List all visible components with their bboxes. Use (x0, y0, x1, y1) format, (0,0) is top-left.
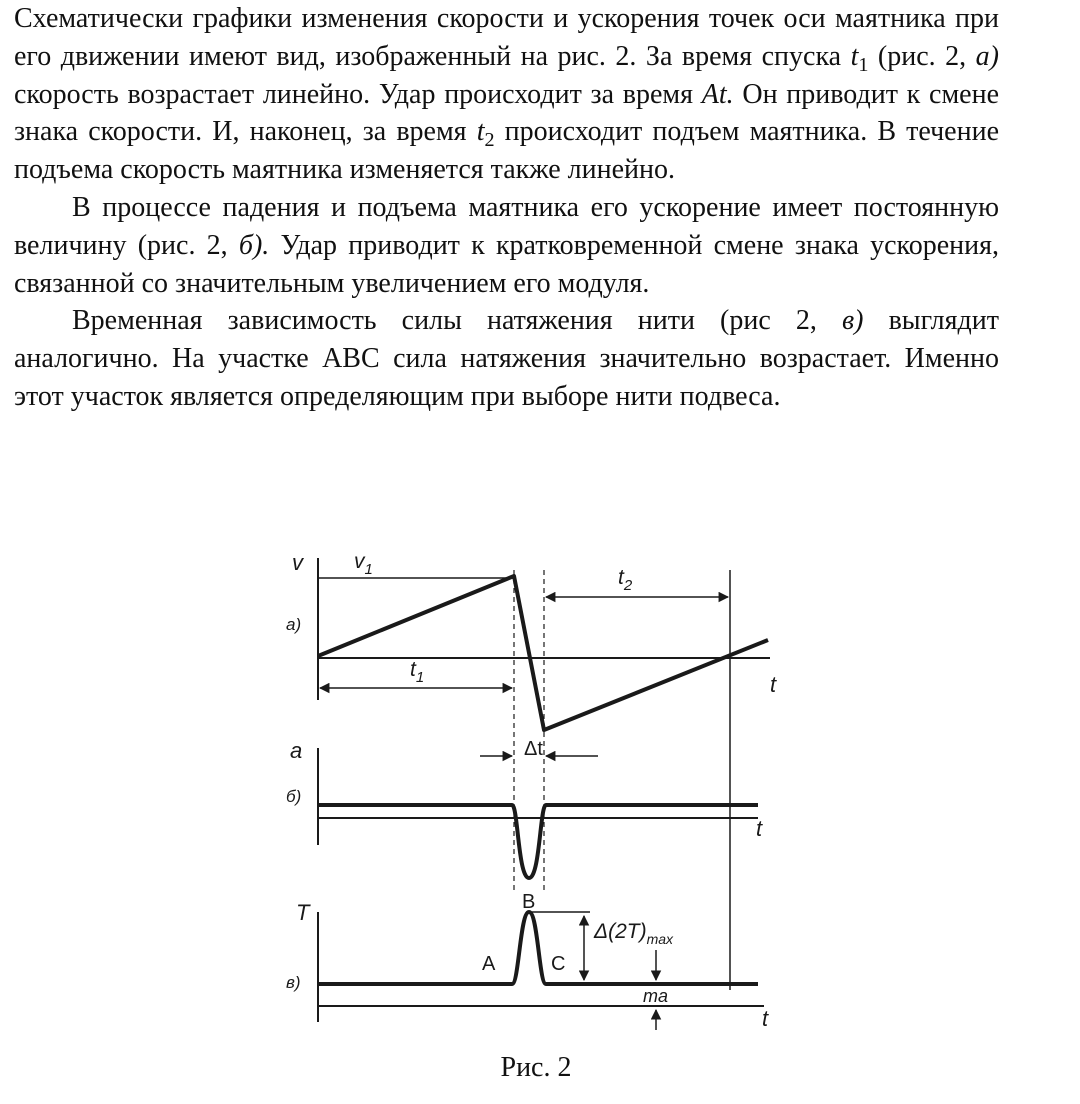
body-text (14, 0, 999, 416)
delta-t-symbol: At. (701, 78, 734, 110)
paragraph-1: Схематически графики изменения скорости и ускорения точек оси маятника при его движении имеют вид, изображенный на рис. 2. За время спуска $t_1$ (рис. 2, а) скорость возрастает линейно. Удар происходит за время At. Он приводит к смене знака скорости. И, наконец, за время $t_2$ происходит подъем маятника. В течение подъема скорость маятника изменяется также линейно. (14, 3, 999, 186)
label-t-axis-3: t (762, 1006, 769, 1031)
label-panel-b: б) (286, 787, 302, 806)
label-ma: ma (643, 986, 669, 1006)
label-accel: a (290, 738, 303, 763)
label-v: v (292, 550, 303, 575)
paragraph-3: Временная зависимость силы натяжения нити (рис 2, в) выглядит аналогично. На участке ABC сила натяжения значительно возрастает. Именно этот участок является определяющим при выборе нити подвеса. (14, 305, 999, 412)
label-dt: Δt (524, 738, 543, 760)
label-t1: $t_1$ (410, 658, 425, 686)
label-v1: $v_1$ (354, 550, 373, 578)
label-C: C (551, 953, 566, 975)
tension-curve (318, 912, 758, 984)
acceleration-curve (318, 805, 758, 878)
paragraph-2: В процессе падения и подъема маятника его ускорение имеет постоянную величину (рис. 2, б). Удар приводит к кратковременной смене знака ускорения, связанной со значительным увеличением его модуля. (14, 191, 999, 299)
label-delta-2T: $\Delta(2T)_{max}$ (594, 920, 674, 947)
label-panel-a: а) (286, 615, 302, 634)
label-t-axis-1: t (770, 672, 777, 697)
t2-symbol: $t_2$ (476, 116, 495, 152)
label-A: A (482, 953, 496, 975)
t1-symbol: $t_1$ (850, 40, 869, 76)
label-t2: $t_2$ (618, 566, 633, 594)
figure-svg (268, 540, 798, 1040)
label-t-axis-2: t (756, 816, 763, 841)
label-B: B (522, 891, 536, 913)
label-T: T (296, 900, 310, 925)
label-panel-v: в) (286, 973, 301, 992)
figure-caption: Рис. 2 (500, 1052, 572, 1083)
figure-2 (268, 540, 798, 1040)
velocity-curve (318, 576, 768, 730)
